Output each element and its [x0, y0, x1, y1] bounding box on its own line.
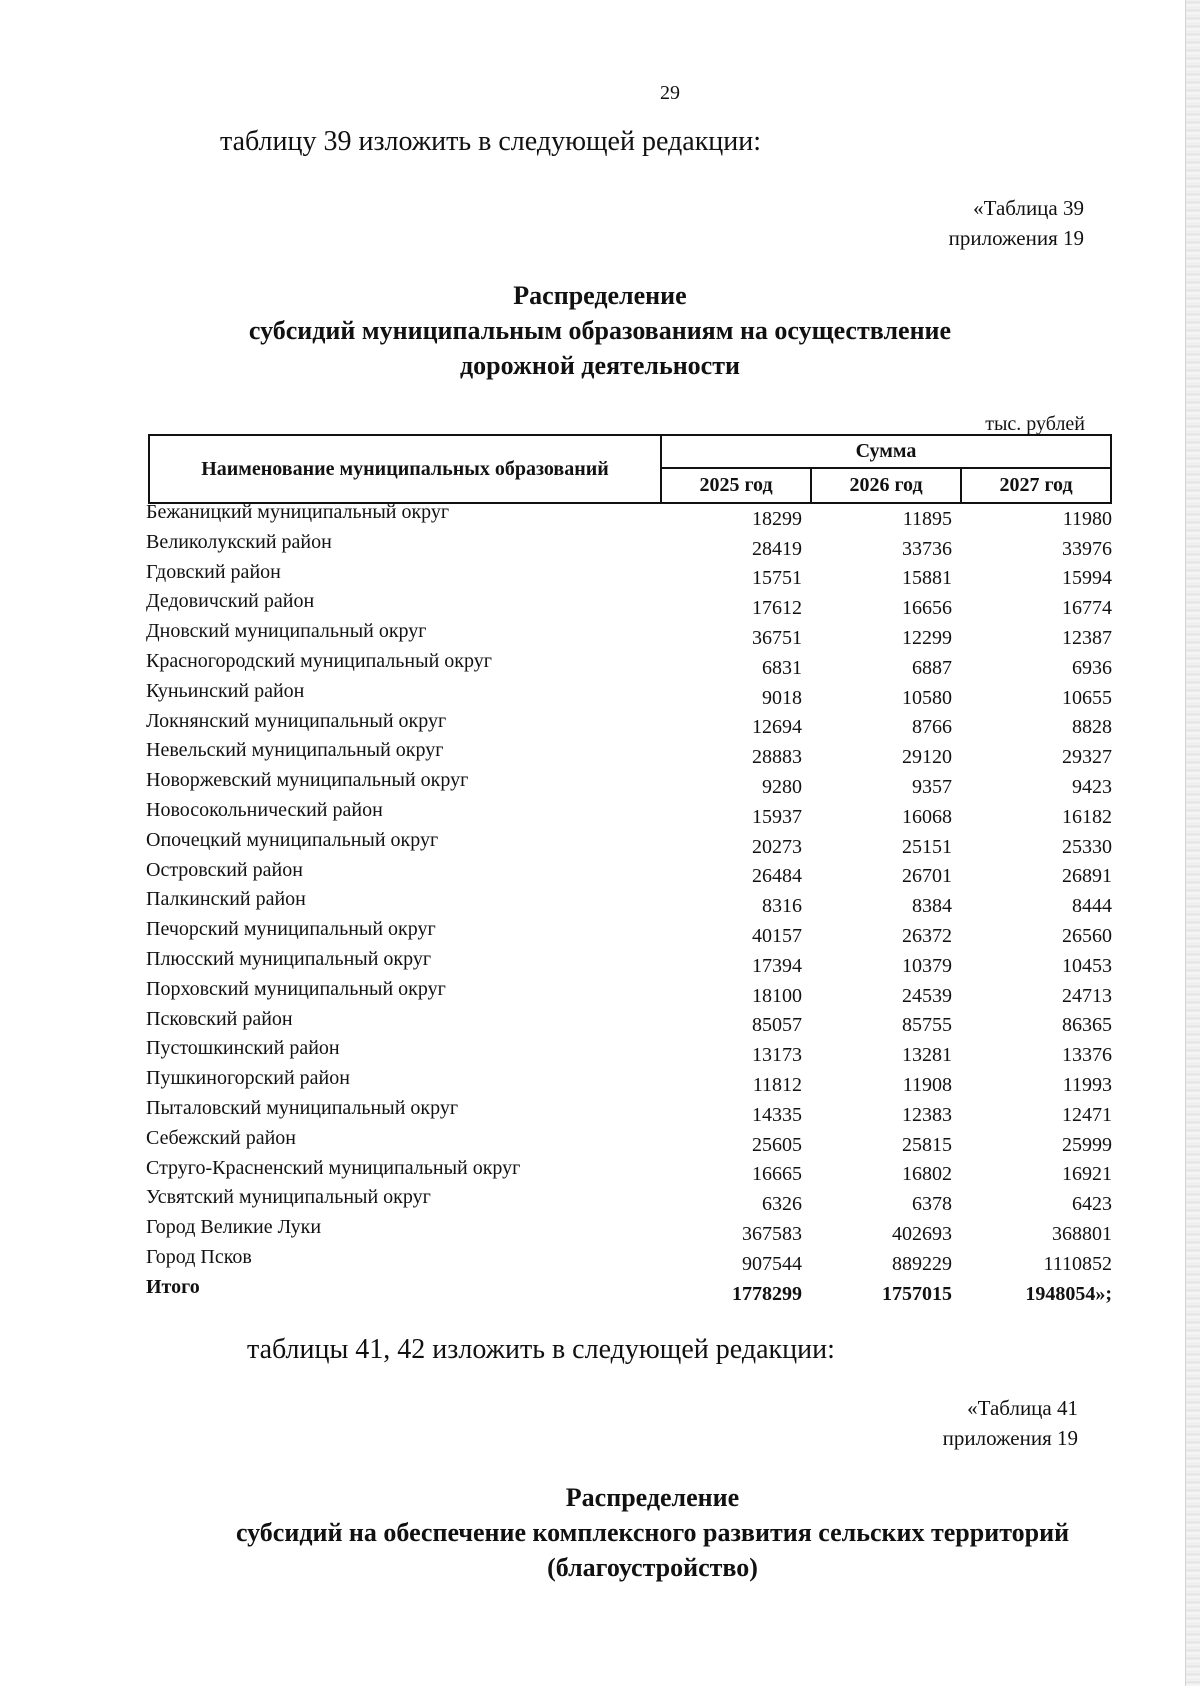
subsidy-table-body	[146, 501, 1112, 1306]
municipality-name: Палкинский район	[146, 888, 306, 911]
table-row	[146, 859, 1112, 889]
value-2025: 14335	[752, 1103, 802, 1126]
total-label: Итого	[146, 1275, 200, 1298]
value-2025: 28419	[752, 537, 802, 560]
header-year-2025: 2025 год	[661, 468, 811, 503]
value-2027: 12471	[1062, 1103, 1112, 1126]
intro-text-tables-41-42: таблицы 41, 42 изложить в следующей редакции:	[247, 1334, 835, 1365]
value-2026: 11895	[902, 507, 952, 530]
value-2026: 16068	[902, 805, 952, 828]
value-2025: 6831	[762, 656, 802, 679]
municipality-name: Невельский муниципальный округ	[146, 739, 444, 762]
scan-edge	[1185, 0, 1200, 1686]
table-row	[146, 561, 1112, 591]
municipality-name: Локнянский муниципальный округ	[146, 709, 447, 732]
value-2026: 29120	[902, 746, 952, 769]
table-ref-line: «Таблица 39	[973, 196, 1084, 220]
municipality-name: Опочецкий муниципальный округ	[146, 828, 439, 851]
value-2027: 11980	[1062, 507, 1112, 530]
municipality-name: Пушкиногорский район	[146, 1067, 350, 1090]
value-2026: 10379	[902, 954, 952, 977]
value-2026: 85755	[902, 1014, 952, 1037]
value-2025: 28883	[752, 746, 802, 769]
heading-line: субсидий муниципальным образованиям на осуществление	[248, 316, 952, 345]
value-2026: 24539	[902, 984, 952, 1007]
value-2026: 13281	[902, 1044, 952, 1067]
table-row	[146, 1127, 1112, 1157]
value-2026: 8384	[912, 895, 952, 918]
table-row	[146, 620, 1112, 650]
table-row	[146, 501, 1112, 531]
value-2027: 33976	[1062, 537, 1112, 560]
table-row	[146, 888, 1112, 918]
units-label: тыс. рублей	[985, 413, 1085, 435]
municipality-name: Гдовский район	[146, 560, 281, 583]
value-2026: 12299	[902, 626, 952, 649]
appendix-ref-line: приложения 19	[942, 1426, 1078, 1450]
value-2027: 16182	[1062, 805, 1112, 828]
table-row	[146, 650, 1112, 680]
value-2025: 12694	[752, 716, 802, 739]
table-row	[146, 680, 1112, 710]
value-2025: 15751	[752, 567, 802, 590]
value-2026: 26701	[902, 865, 952, 888]
value-2027: 26891	[1062, 865, 1112, 888]
value-2027: 29327	[1062, 746, 1112, 769]
municipality-name: Себежский район	[146, 1126, 296, 1149]
value-2027: 10655	[1062, 686, 1112, 709]
value-2026: 25151	[902, 835, 952, 858]
value-2027: 368801	[1052, 1222, 1112, 1245]
municipality-name: Усвятский муниципальный округ	[146, 1186, 431, 1209]
value-2025: 15937	[752, 805, 802, 828]
municipality-name: Псковский район	[146, 1007, 293, 1030]
heading-line: дорожной деятельности	[460, 351, 740, 380]
value-2025: 8316	[762, 895, 802, 918]
municipality-name: Струго-Красненский муниципальный округ	[146, 1156, 521, 1179]
value-2026: 16656	[902, 597, 952, 620]
table-row	[146, 1186, 1112, 1216]
value-2027: 86365	[1062, 1014, 1112, 1037]
value-2026: 12383	[902, 1103, 952, 1126]
table-row	[146, 918, 1112, 948]
value-2025: 17394	[752, 954, 802, 977]
municipality-name: Печорский муниципальный округ	[146, 918, 436, 941]
value-2027: 11993	[1062, 1073, 1112, 1096]
table-row	[146, 799, 1112, 829]
municipality-name: Дедовичский район	[146, 590, 315, 613]
table-row	[146, 1246, 1112, 1276]
municipality-name: Дновский муниципальный округ	[146, 620, 427, 643]
table-row	[146, 1216, 1112, 1246]
value-2025: 20273	[752, 835, 802, 858]
table-39-heading	[140, 278, 1060, 383]
value-2025: 85057	[752, 1014, 802, 1037]
heading-line: субсидий на обеспечение комплексного развития сельских территорий	[235, 1518, 1070, 1547]
value-2026: 6378	[912, 1193, 952, 1216]
value-2027: 25999	[1062, 1133, 1112, 1156]
value-2025: 26484	[752, 865, 802, 888]
value-2027: 16774	[1062, 597, 1112, 620]
municipality-name: Великолукский район	[146, 530, 332, 553]
value-2027: 8444	[1072, 895, 1112, 918]
table-row	[146, 769, 1112, 799]
value-2026: 889229	[892, 1252, 952, 1275]
value-2025: 18100	[752, 984, 802, 1007]
value-2025: 367583	[742, 1222, 802, 1245]
page-number: 29	[660, 82, 680, 104]
value-2027: 24713	[1062, 984, 1112, 1007]
value-2025: 11812	[752, 1073, 802, 1096]
table-41-reference	[943, 1393, 1078, 1453]
value-2025: 16665	[752, 1163, 802, 1186]
value-2027: 16921	[1062, 1163, 1112, 1186]
table-row	[146, 1157, 1112, 1187]
municipality-name: Красногородский муниципальный округ	[146, 649, 492, 672]
total-2025: 1778299	[732, 1282, 802, 1305]
heading-line: Распределение	[565, 1483, 740, 1512]
header-year-2026: 2026 год	[811, 468, 961, 503]
municipality-name: Пыталовский муниципальный округ	[146, 1096, 459, 1119]
value-2026: 8766	[912, 716, 952, 739]
table-39-reference	[949, 193, 1084, 253]
value-2026: 33736	[902, 537, 952, 560]
table-row	[146, 948, 1112, 978]
value-2027: 25330	[1062, 835, 1112, 858]
value-2027: 26560	[1062, 924, 1112, 947]
value-2027: 1110852	[1043, 1252, 1112, 1275]
header-year-2027: 2027 год	[961, 468, 1111, 503]
table-row	[146, 1097, 1112, 1127]
municipality-name: Куньинский район	[146, 679, 305, 702]
table-header	[148, 434, 1112, 504]
value-2026: 11908	[902, 1073, 952, 1096]
total-2027: 1948054»;	[1025, 1282, 1112, 1305]
value-2025: 17612	[752, 597, 802, 620]
appendix-ref-line: приложения 19	[948, 226, 1084, 250]
table-ref-line: «Таблица 41	[967, 1396, 1078, 1420]
table-row	[146, 531, 1112, 561]
table-41-heading	[160, 1480, 1145, 1585]
value-2026: 15881	[902, 567, 952, 590]
value-2025: 907544	[742, 1252, 802, 1275]
value-2027: 10453	[1062, 954, 1112, 977]
value-2025: 9280	[762, 775, 802, 798]
heading-line: (благоустройство)	[547, 1553, 758, 1582]
total-2026: 1757015	[882, 1282, 952, 1305]
value-2025: 36751	[752, 626, 802, 649]
municipality-name: Город Великие Луки	[146, 1216, 322, 1239]
value-2027: 13376	[1062, 1044, 1112, 1067]
table-row	[146, 1008, 1112, 1038]
value-2027: 12387	[1062, 626, 1112, 649]
municipality-name: Островский район	[146, 858, 303, 881]
value-2026: 25815	[902, 1133, 952, 1156]
municipality-name: Новосокольнический район	[146, 798, 383, 821]
value-2027: 6423	[1072, 1193, 1112, 1216]
municipality-name: Бежаницкий муниципальный округ	[146, 501, 450, 523]
value-2026: 402693	[892, 1222, 952, 1245]
header-name-column: Наименование муниципальных образований	[149, 435, 661, 503]
table-row	[146, 590, 1112, 620]
table-row	[146, 1067, 1112, 1097]
value-2026: 16802	[902, 1163, 952, 1186]
table-row	[146, 978, 1112, 1008]
value-2027: 9423	[1072, 775, 1112, 798]
municipality-name: Пустошкинский район	[146, 1037, 340, 1060]
table-row	[146, 739, 1112, 769]
value-2026: 26372	[902, 924, 952, 947]
value-2026: 10580	[902, 686, 952, 709]
value-2026: 6887	[912, 656, 952, 679]
value-2025: 40157	[752, 924, 802, 947]
value-2025: 18299	[752, 507, 802, 530]
municipality-name: Город Псков	[146, 1245, 252, 1268]
value-2025: 25605	[752, 1133, 802, 1156]
value-2027: 6936	[1072, 656, 1112, 679]
value-2026: 9357	[912, 775, 952, 798]
header-sum: Сумма	[661, 435, 1111, 468]
value-2027: 15994	[1062, 567, 1112, 590]
municipality-name: Новоржевский муниципальный округ	[146, 769, 469, 792]
value-2025: 9018	[762, 686, 802, 709]
municipality-name: Порховский муниципальный округ	[146, 977, 446, 1000]
intro-text-table-39: таблицу 39 изложить в следующей редакции:	[220, 126, 762, 157]
table-row	[146, 710, 1112, 740]
municipality-name: Плюсский муниципальный округ	[146, 947, 432, 970]
heading-line: Распределение	[513, 281, 687, 310]
table-row	[146, 1037, 1112, 1067]
value-2025: 13173	[752, 1044, 802, 1067]
value-2027: 8828	[1072, 716, 1112, 739]
table-row	[146, 829, 1112, 859]
total-row	[146, 1276, 1112, 1306]
value-2025: 6326	[762, 1193, 802, 1216]
